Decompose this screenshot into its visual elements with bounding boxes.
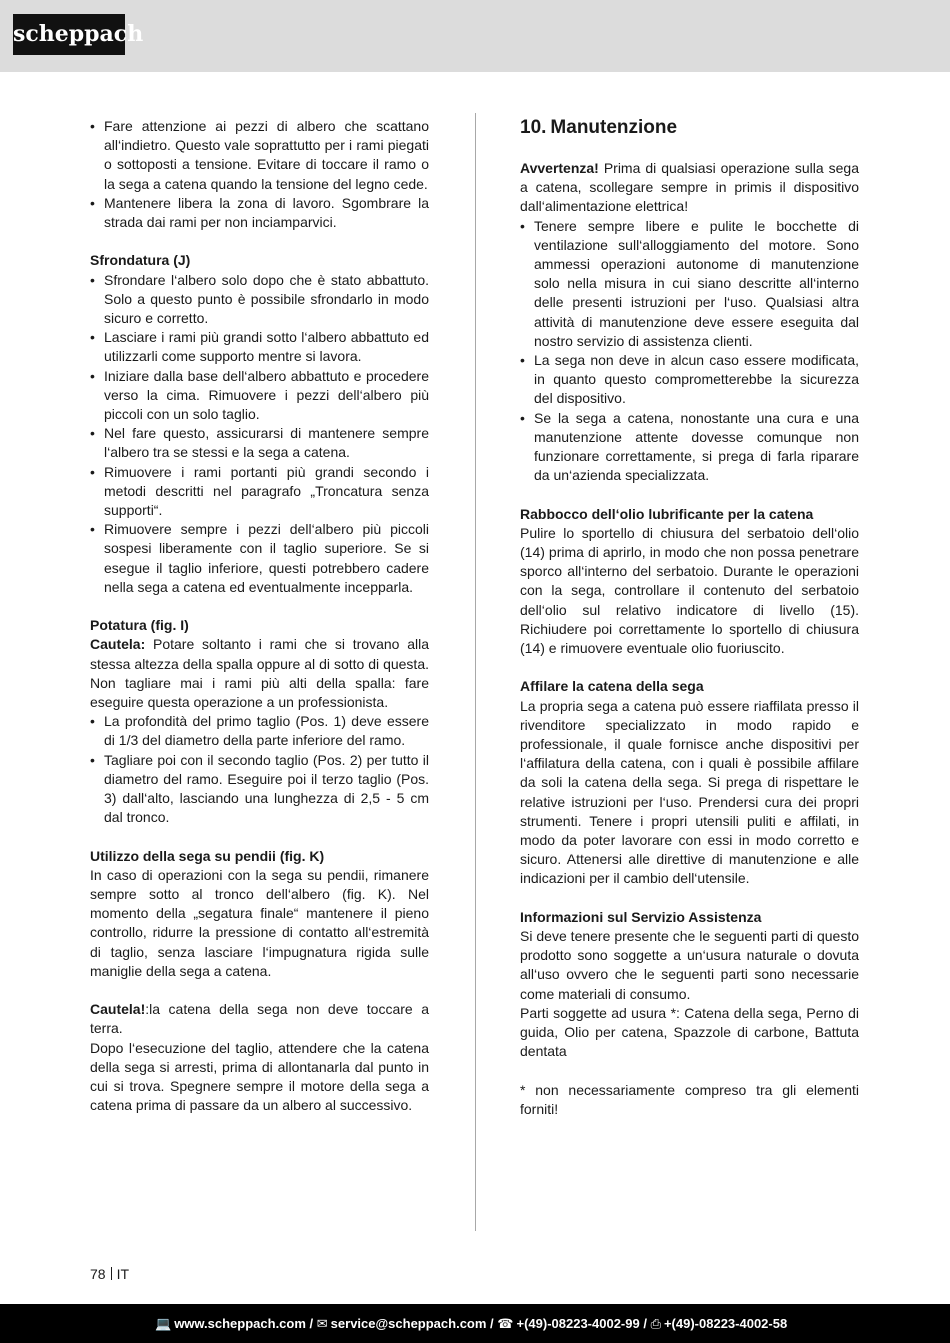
list-item: • Rimuovere sempre i pezzi dell‘albero più piccoli sospesi liberamente con il taglio superiore. Se si esegue il taglio inferiore, questi potrebbero cadere nella sega a catena ed eventualmente incepparla. [90, 520, 429, 597]
servizio-text: Si deve tenere presente che le seguenti parti di questo prodotto sono soggette a un‘usura naturale o dovuta all‘uso ovvero che le seguenti parti sono necessarie come materiali di consumo. [520, 928, 859, 1002]
pendii-heading: Utilizzo della sega su pendii (fig. K) [90, 847, 325, 864]
phone-icon: ☎ [497, 1316, 514, 1331]
section-title: Manutenzione [550, 117, 678, 138]
potatura-caution [90, 635, 429, 712]
computer-icon: 💻 [155, 1316, 172, 1331]
list-item: • Tagliare poi con il secondo taglio (Pos. 2) per tutto il diametro del ramo. Eseguire poi il terzo taglio (Pos. 3) dall‘alto, lasciando una lunghezza di 2,5 - 5 cm dal tronco. [90, 751, 429, 828]
list-item: • Lasciare i rami più grandi sotto l‘albero abbattuto ed utilizzarli come supporto mentre si lavora. [90, 328, 429, 366]
list-item: • Sfrondare l‘albero solo dopo che è stato abbattuto. Solo a questo punto è possibile sfrondarlo in modo sicuro e corretto. [90, 271, 429, 329]
list-item: • Mantenere libera la zona di lavoro. Sgombrare la strada dai rami per non inciamparvici. [90, 194, 429, 232]
pendii-text: In caso di operazioni con la sega su pendii, rimanere sempre sotto al tronco dell‘albero (fig. K). Nel momento della „segatura finale“ mantenere il pieno controllo, ridurre la pressione di contatto all‘estremità di taglio, senza lasciare l‘impugnatura rigida sulle maniglie della sega a catena. [90, 866, 429, 979]
pendii-caution [90, 1000, 429, 1038]
list-item: • La sega non deve in alcun caso essere modificata, in quanto questo comprometterebbe la sicurezza del dispositivo. [520, 351, 859, 409]
column-divider [475, 113, 476, 1231]
section-number: 10. [520, 117, 547, 138]
maintenance-warning [520, 159, 859, 217]
warning-text: Prima di qualsiasi operazione sulla sega a catena, scollegare sempre in primis il dispositivo dall‘alimentazione elettrica! [520, 160, 859, 215]
pendii-text-2: Dopo l‘esecuzione del taglio, attendere che la catena della sega si arresti, prima di allontanarla dal punto in cui si trova. Spegnere sempre il motore della sega a catena prima di passare da un albero al successivo. [90, 1039, 429, 1114]
page-number [90, 1265, 129, 1283]
servizio-footnote: * non necessariamente compreso tra gli elementi forniti! [520, 1081, 859, 1117]
list-item: • Se la sega a catena, nonostante una cura e una manutenzione attente dovesse comunque non funzionare correttamente, si prega di farla riparare da un‘azienda specializzata. [520, 409, 859, 486]
affilare-text: La propria sega a catena può essere riaffilata presso il rivenditore specializzato in modo rapido e professionale, il quale fornisce anche dispositivi per l‘affilatura della catena, con i quali è possibile affilare da soli la catena della sega. Si prega di rispettare le relative istruzioni per l‘uso. Prendersi cura dei propri strumenti. Tenere i propri utensili puliti e affilati, in modo da poter lavorare con essi in modo corretto e sicuro. Attenersi alle direttive di manutenzione e alle indicazioni per il cambio dell‘utensile. [520, 697, 859, 887]
fax-icon: ⎙ [650, 1316, 661, 1331]
footer-website[interactable]: www.scheppach.com / [174, 1316, 314, 1331]
intro-bullet-list [90, 117, 429, 232]
affilare-heading: Affilare la catena della sega [520, 678, 704, 695]
warning-label: Avvertenza! [520, 160, 599, 176]
footer-contacts [155, 1316, 787, 1332]
list-item: • Tenere sempre libere e pulite le bocchette di ventilazione sull‘alloggiamento del motore. Sono ammessi operazioni autonome di manutenzione solo nella misura in cui siano descritte all‘interno delle presenti istruzioni per l‘uso. Qualsiasi altra attività di manutenzione deve essere eseguita dal nostro servizio di assistenza clienti. [520, 217, 859, 351]
maintenance-list [520, 217, 859, 486]
list-item: • Rimuovere i rami portanti più grandi secondo i metodi descritti nel paragrafo „Troncatura senza supporti“. [90, 463, 429, 521]
mail-icon: ✉ [316, 1316, 328, 1331]
caution-text: :la catena della sega non deve toccare a terra. [90, 1001, 429, 1037]
potatura-list [90, 712, 429, 827]
footer-email[interactable]: service@scheppach.com / [330, 1316, 494, 1331]
page-language: IT [116, 1266, 130, 1282]
sfrondatura-list [90, 271, 429, 597]
servizio-text-2: Parti soggette ad usura *: Catena della sega, Perno di guida, Olio per catena, Spazzole di carbone, Battuta dentata [520, 1004, 859, 1060]
left-column [90, 117, 429, 1116]
caution-label: Cautela! [90, 1001, 146, 1018]
footer-fax: +(49)-08223-4002-58 [663, 1316, 788, 1331]
page-separator [111, 1267, 112, 1280]
caution-label: Cautela: [90, 636, 146, 653]
section-heading [520, 117, 859, 139]
sfrondatura-heading: Sfrondatura (J) [90, 252, 191, 269]
list-item: • Iniziare dalla base dell‘albero abbattuto e procedere verso la cima. Rimuovere i pezzi dell‘albero più piccoli con un solo taglio. [90, 367, 429, 425]
top-bar [0, 0, 950, 72]
scheppach-logo: scheppach [13, 14, 125, 55]
list-item: • Fare attenzione ai pezzi di albero che scattano all‘indietro. Questo vale soprattutto per i rami piegati o sottoposti a tensione. Evitare di toccare il ramo o la sega a catena quando la tensione del legno cede. [90, 117, 429, 194]
page-number-value: 78 [90, 1266, 106, 1282]
servizio-heading: Informazioni sul Servizio Assistenza [520, 908, 762, 925]
footer-bar [0, 1304, 950, 1343]
rabbocco-text: Pulire lo sportello di chiusura del serbatoio dell‘olio (14) prima di aprirlo, in modo che non possa penetrare sporco all‘interno del serbatoio. Durante le operazioni con la sega, controllare il contenuto del serbatoio dell‘olio sul relativo indicatore di livello (15). Richiudere poi correttamente lo sportello di chiusura (14) e rimuovere eventuale olio fuoriuscito. [520, 524, 859, 657]
list-item: • La profondità del primo taglio (Pos. 1) deve essere di 1/3 del diametro della parte inferiore del ramo. [90, 712, 429, 750]
potatura-heading: Potatura (fig. I) [90, 617, 189, 634]
right-column [520, 117, 859, 1119]
list-item: • Nel fare questo, assicurarsi di mantenere sempre l‘albero tra se stessi e la sega a catena. [90, 424, 429, 462]
caution-text: Potare soltanto i rami che si trovano alla stessa altezza della spalla oppure al di sotto di questa. Non tagliare mai i rami più alti della spalla: fare eseguire questa operazione a un professionista. [90, 636, 429, 711]
footer-phone: +(49)-08223-4002-99 / [516, 1316, 647, 1331]
rabbocco-heading: Rabbocco dell‘olio lubrificante per la catena [520, 505, 814, 522]
